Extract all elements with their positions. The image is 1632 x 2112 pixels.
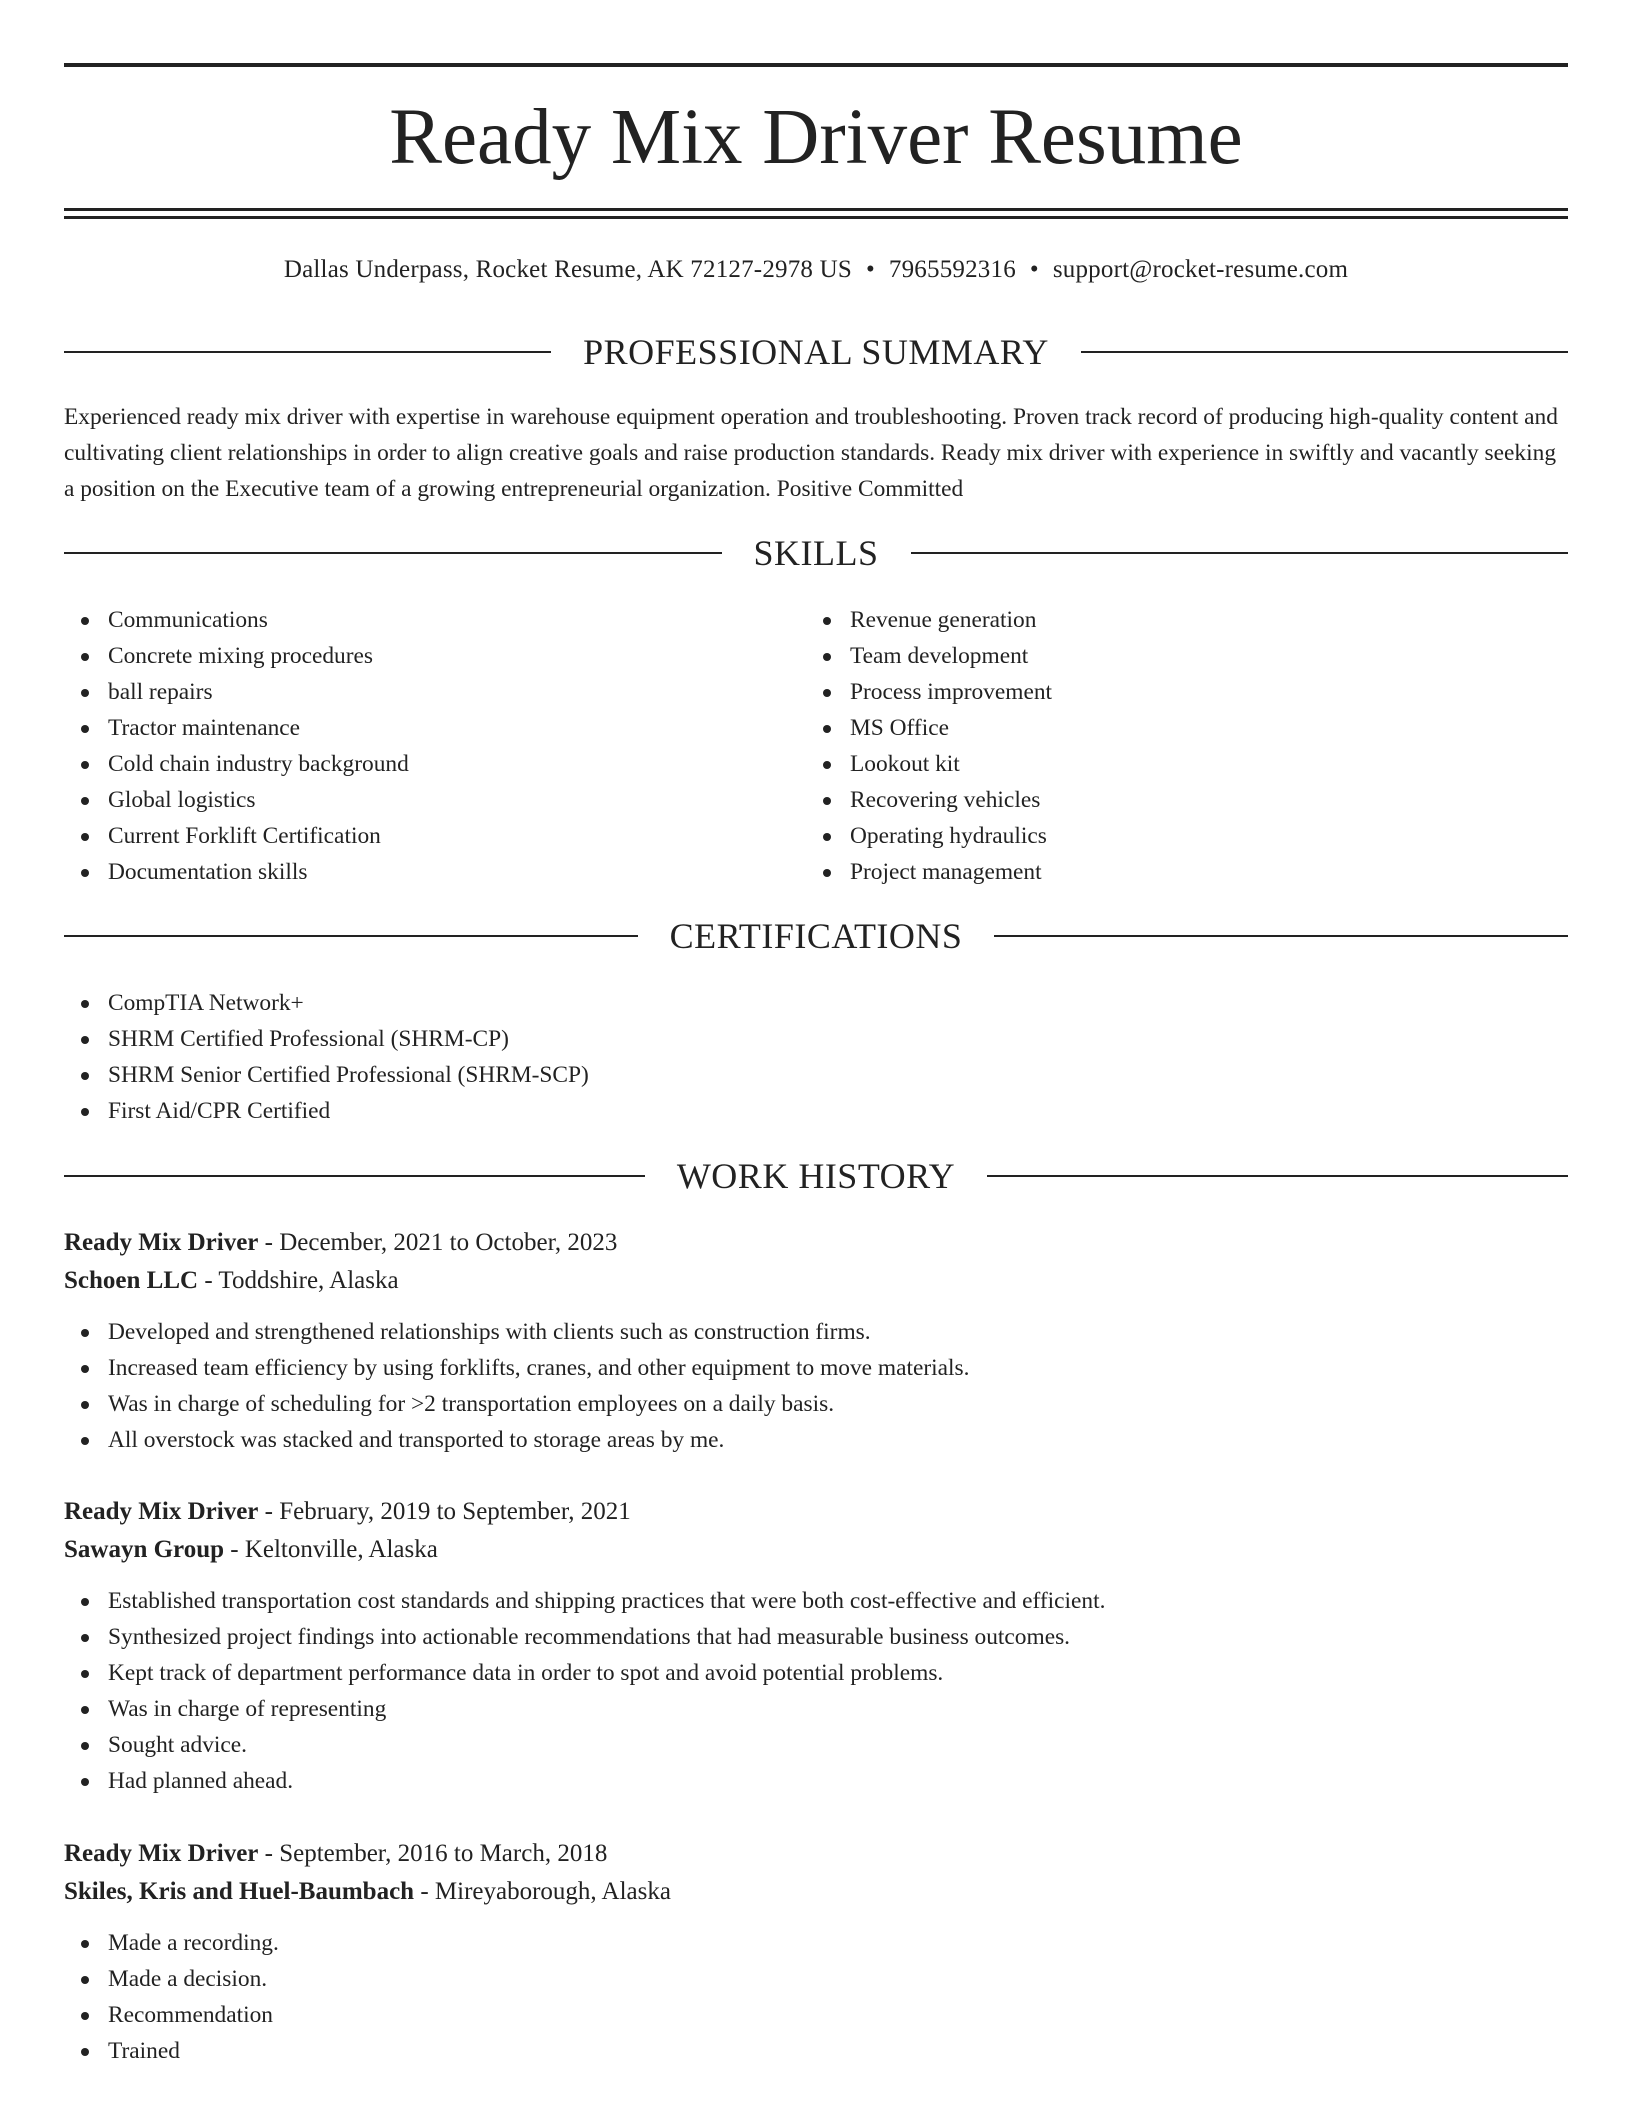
job-dates: - December, 2021 to October, 2023 — [258, 1229, 618, 1256]
job-bullet: Was in charge of representing — [64, 1691, 1568, 1727]
job-bullets — [64, 1314, 1568, 1458]
certification-item: CompTIA Network+ — [64, 985, 964, 1021]
skill-item: Tractor maintenance — [64, 710, 804, 746]
job-company: Schoen LLC — [64, 1267, 199, 1294]
skill-item: Team development — [806, 638, 1566, 674]
skill-item: Project management — [806, 854, 1566, 890]
skill-item: Documentation skills — [64, 854, 804, 890]
job-bullet: Established transportation cost standards and shipping practices that were both cost-effective and efficient. — [64, 1583, 1568, 1619]
job-bullets — [64, 1583, 1568, 1799]
section-header-work-history — [64, 1154, 1568, 1198]
section-rule — [987, 1175, 1568, 1177]
skill-item: Cold chain industry background — [64, 746, 804, 782]
certification-item: SHRM Senior Certified Professional (SHRM-SCP) — [64, 1057, 964, 1093]
job-bullet: Made a recording. — [64, 1925, 1568, 1961]
section-rule — [994, 935, 1568, 937]
section-title: CERTIFICATIONS — [669, 916, 963, 956]
job-bullet: Developed and strengthened relationships with clients such as construction firms. — [64, 1314, 1568, 1350]
skill-item: Global logistics — [64, 782, 804, 818]
job-company: Sawayn Group — [64, 1536, 225, 1563]
job-entry — [64, 1224, 1568, 1458]
job-role: Ready Mix Driver — [64, 1229, 259, 1256]
certifications-list — [64, 985, 964, 1129]
skill-item: Operating hydraulics — [806, 818, 1566, 854]
section-header-summary — [64, 330, 1568, 374]
section-title: SKILLS — [753, 533, 879, 573]
section-header-skills — [64, 531, 1568, 575]
page-title: Ready Mix Driver Resume — [389, 94, 1243, 181]
contact-phone: 7965592316 — [888, 256, 1016, 283]
skill-item: Revenue generation — [806, 602, 1566, 638]
job-title-line — [64, 1493, 1568, 1531]
job-title-line — [64, 1835, 1568, 1873]
job-location: - Mireyaborough, Alaska — [414, 1878, 671, 1905]
contact-email: support@rocket-resume.com — [1052, 256, 1349, 283]
skill-item: Communications — [64, 602, 804, 638]
job-company-line — [64, 1873, 1568, 1911]
job-bullet: All overstock was stacked and transported to storage areas by me. — [64, 1422, 1568, 1458]
skill-item: Process improvement — [806, 674, 1566, 710]
job-company-line — [64, 1262, 1568, 1300]
job-entry — [64, 1835, 1568, 2069]
section-title: PROFESSIONAL SUMMARY — [583, 332, 1049, 372]
job-company-line — [64, 1531, 1568, 1569]
job-bullet: Was in charge of scheduling for >2 transportation employees on a daily basis. — [64, 1386, 1568, 1422]
skills-list-left — [64, 602, 804, 890]
skill-item: ball repairs — [64, 674, 804, 710]
top-rule — [64, 63, 1568, 67]
job-bullet: Increased team efficiency by using forklifts, cranes, and other equipment to move materials. — [64, 1350, 1568, 1386]
job-bullet: Recommendation — [64, 1997, 1568, 2033]
section-rule — [64, 552, 722, 554]
skill-item: MS Office — [806, 710, 1566, 746]
section-rule — [64, 1175, 645, 1177]
job-bullet: Made a decision. — [64, 1961, 1568, 1997]
job-company: Skiles, Kris and Huel-Baumbach — [64, 1878, 415, 1905]
skill-item: Concrete mixing procedures — [64, 638, 804, 674]
title-double-rule — [64, 208, 1568, 219]
section-rule — [1081, 351, 1568, 353]
job-bullets — [64, 1925, 1568, 2069]
skills-list-right — [806, 602, 1566, 890]
job-entry — [64, 1493, 1568, 1799]
skill-item: Lookout kit — [806, 746, 1566, 782]
job-bullet: Had planned ahead. — [64, 1763, 1568, 1799]
section-title: WORK HISTORY — [676, 1156, 956, 1196]
section-header-certifications — [64, 914, 1568, 958]
skill-item: Current Forklift Certification — [64, 818, 804, 854]
section-rule — [64, 351, 551, 353]
section-rule — [911, 552, 1569, 554]
skill-item: Recovering vehicles — [806, 782, 1566, 818]
job-bullet: Synthesized project findings into actionable recommendations that had measurable business outcomes. — [64, 1619, 1568, 1655]
job-dates: - February, 2019 to September, 2021 — [258, 1498, 631, 1525]
contact-address: Dallas Underpass, Rocket Resume, AK 72127-2978 US — [283, 256, 852, 283]
section-rule — [64, 935, 638, 937]
job-bullet: Trained — [64, 2033, 1568, 2069]
job-bullet: Sought advice. — [64, 1727, 1568, 1763]
job-role: Ready Mix Driver — [64, 1840, 259, 1867]
contact-separator: • — [1029, 256, 1039, 283]
job-bullet: Kept track of department performance data in order to spot and avoid potential problems. — [64, 1655, 1568, 1691]
certification-item: First Aid/CPR Certified — [64, 1093, 964, 1129]
job-role: Ready Mix Driver — [64, 1498, 259, 1525]
certification-item: SHRM Certified Professional (SHRM-CP) — [64, 1021, 964, 1057]
job-dates: - September, 2016 to March, 2018 — [258, 1840, 608, 1867]
contact-separator: • — [865, 256, 875, 283]
job-title-line — [64, 1224, 1568, 1262]
summary-text: Experienced ready mix driver with expertise in warehouse equipment operation and troubleshooting. Proven track record of producing high-quality content and cultivating client relationships in order to align creative goals and raise production standards. Ready mix driver with experience in swiftly and vacantly seeking a position on the Executive team of a growing entrepreneurial organization. Positive Committed — [64, 404, 1558, 502]
job-location: - Keltonville, Alaska — [224, 1536, 438, 1563]
contact-line — [64, 254, 1568, 286]
job-location: - Toddshire, Alaska — [198, 1267, 399, 1294]
